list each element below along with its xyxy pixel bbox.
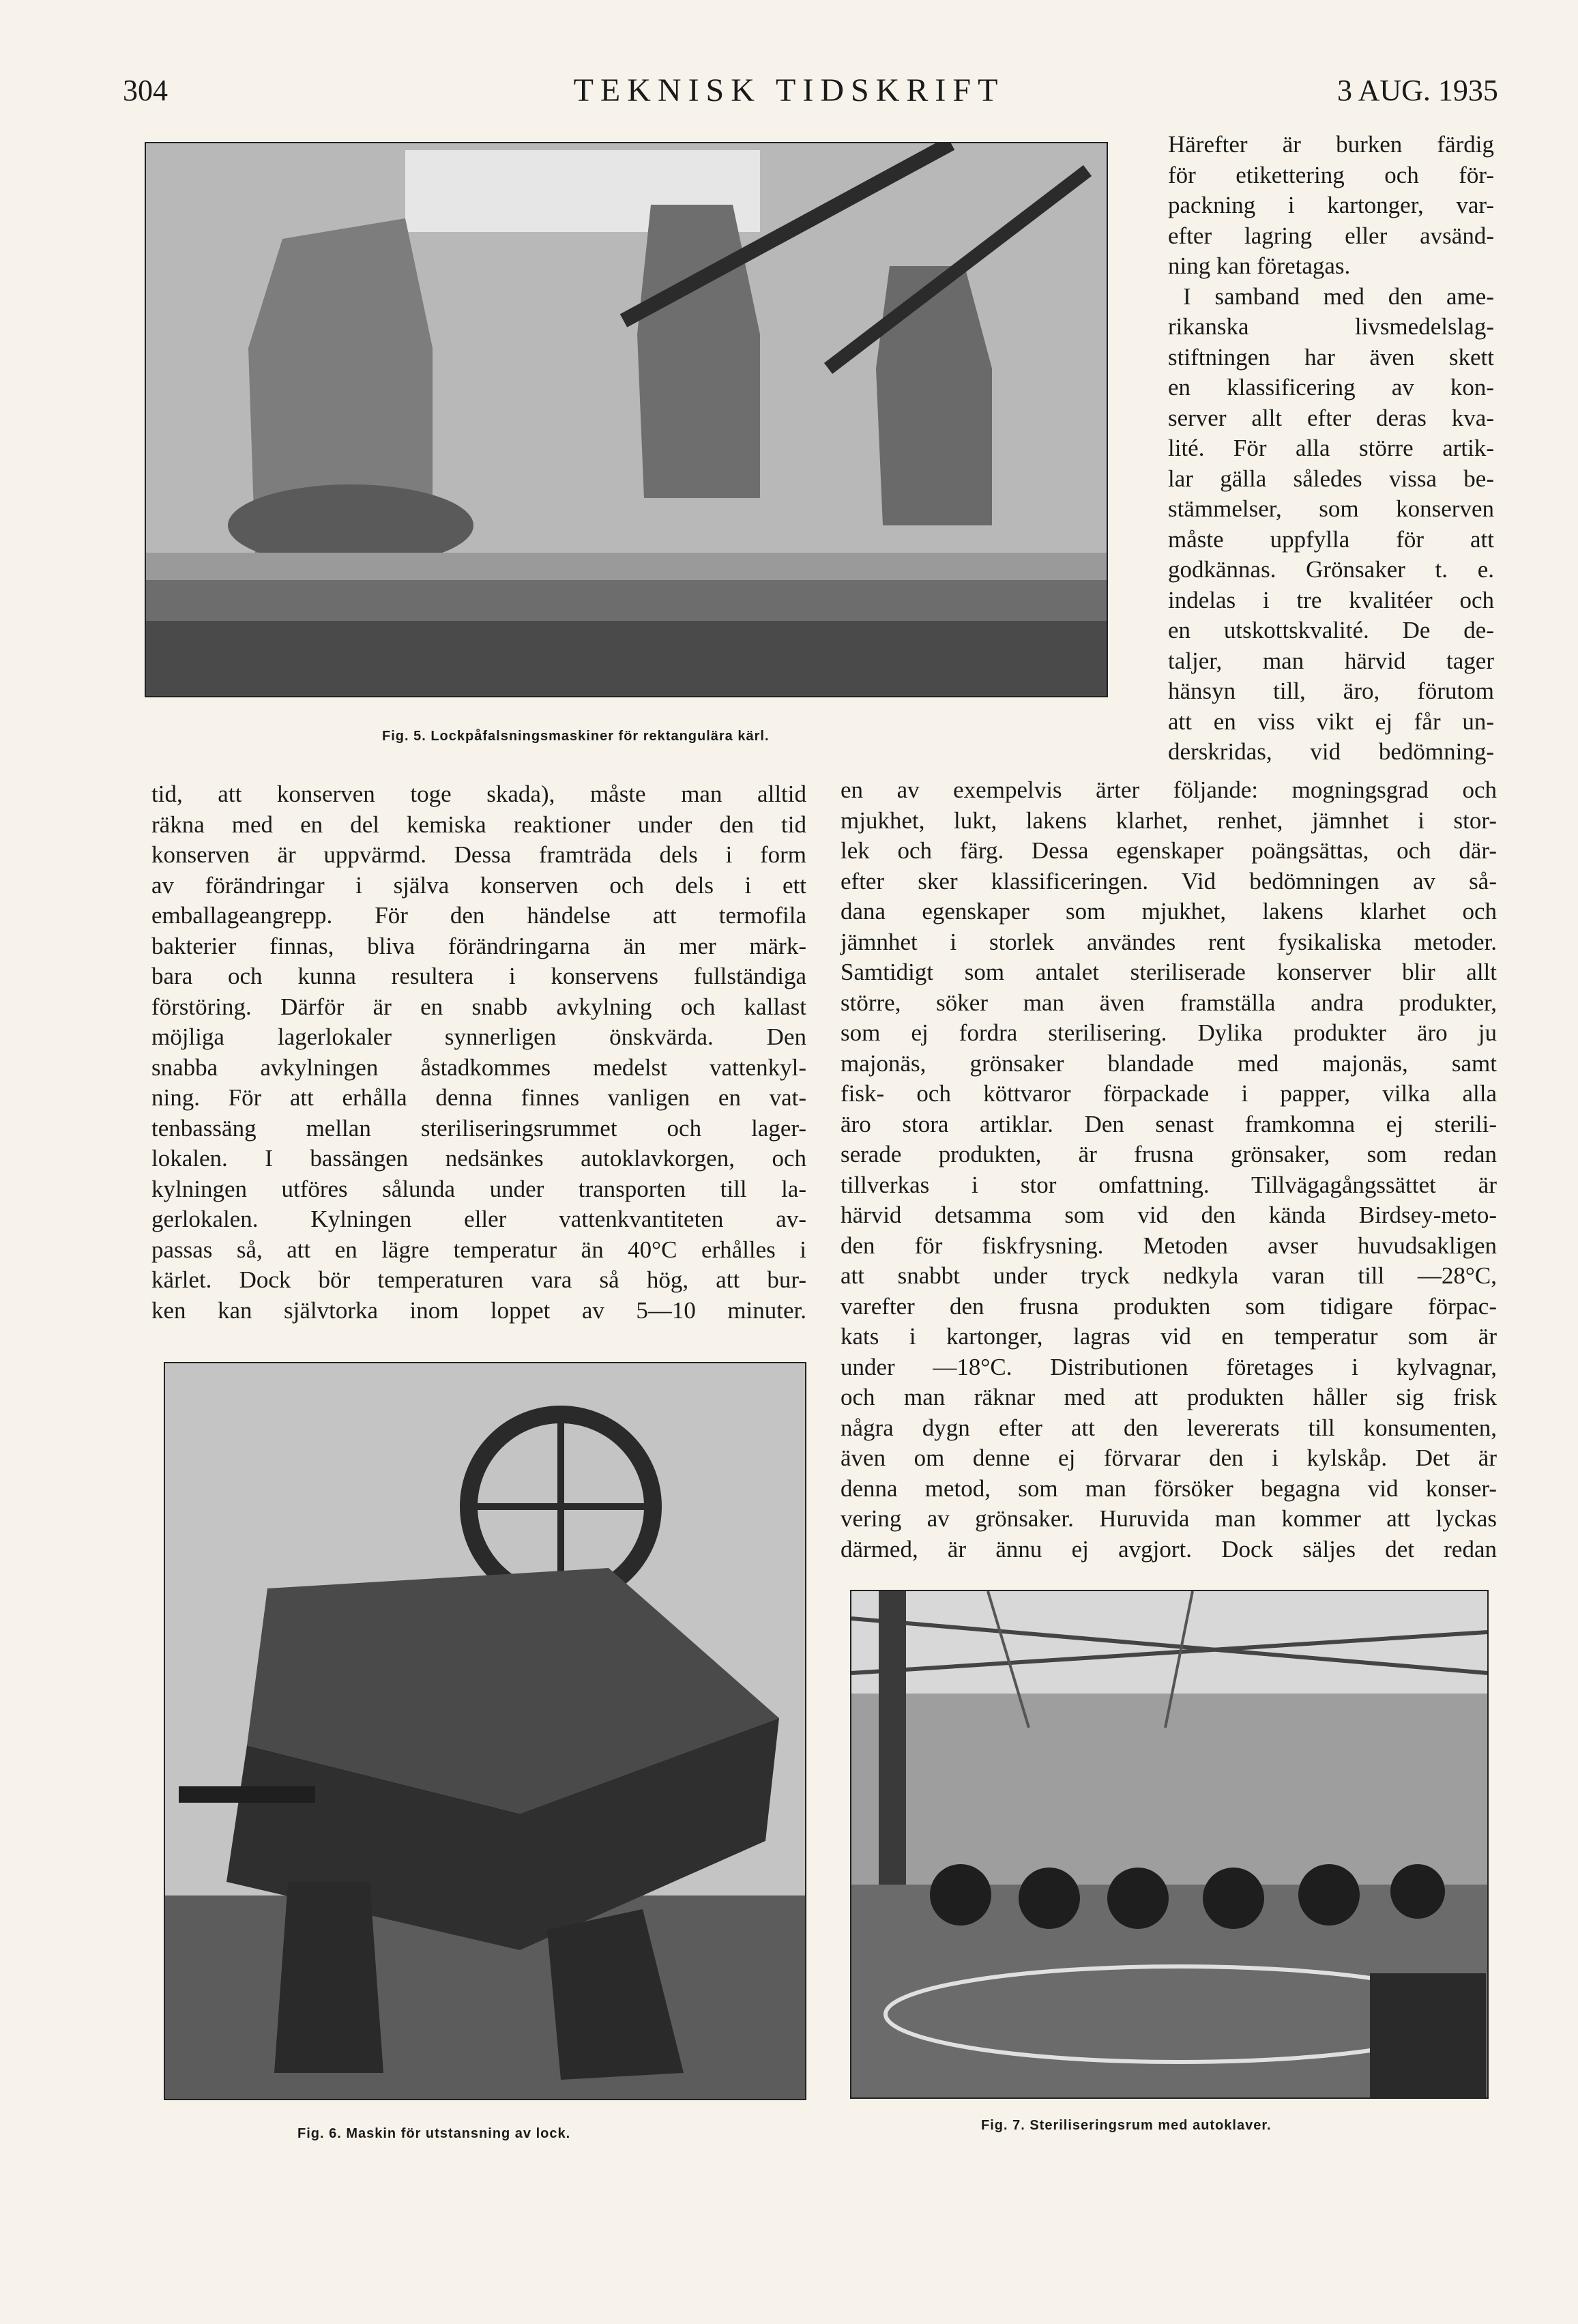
text-line: majonäs, grönsaker blandade med majonäs, samt [841, 1049, 1497, 1077]
text-line: packning i kartonger, var- [1168, 192, 1494, 218]
text-line: en klassificering av kon- [1168, 374, 1494, 401]
right-column-top [1168, 130, 1494, 768]
text-line: gerlokalen. Kylningen eller vattenkvantiteten av- [151, 1206, 806, 1232]
text-line: möjliga lagerlokaler synnerligen önskvärda. Den [151, 1023, 806, 1050]
text-line: ning kan företagas. [1168, 252, 1351, 279]
text-line: att snabbt under tryck nedkyla varan till —28°C, [841, 1262, 1497, 1289]
text-line: en utskottskvalité. De de- [1168, 617, 1494, 643]
issue-date: 3 AUG. 1935 [1337, 74, 1498, 107]
left-column-text [151, 779, 806, 1326]
text-line: Härefter är burken färdig [1168, 131, 1494, 158]
sterilization-room-image [851, 1591, 1487, 2097]
text-line: kärlet. Dock bör temperaturen vara så hög, att bur- [151, 1266, 806, 1293]
text-line: snabba avkylningen åstadkommes medelst vattenkyl- [151, 1054, 806, 1081]
text-line: indelas i tre kvalitéer och [1168, 586, 1494, 613]
text-line: lar gälla således vissa be- [1168, 465, 1494, 492]
text-line: godkännas. Grönsaker t. e. [1168, 556, 1494, 583]
text-line: rikanska livsmedelslag- [1168, 313, 1494, 340]
text-line: att en viss vikt ej får un- [1168, 708, 1494, 735]
text-line: en av exempelvis ärter följande: mogningsgrad och [841, 776, 1497, 803]
right-column-text [841, 775, 1497, 1565]
text-line: härvid detsamma som vid den kända Birdsey-meto- [841, 1202, 1497, 1228]
text-line: hänsyn till, äro, förutom [1168, 678, 1494, 704]
text-line: konserven är uppvärmd. Dessa framträda dels i form [151, 841, 806, 868]
page-number: 304 [123, 74, 168, 107]
punching-machine-image [165, 1363, 805, 2099]
text-line: kats i kartonger, lagras vid en temperatur som är [841, 1323, 1497, 1350]
text-line: kylningen utföres sålunda under transporten till la- [151, 1175, 806, 1202]
figure-7-caption: Fig. 7. Steriliseringsrum med autoklaver. [981, 2118, 1272, 2133]
text-line: tenbassäng mellan steriliseringsrummet och lager- [151, 1114, 806, 1142]
text-line: lité. För alla större artik- [1168, 435, 1494, 461]
text-line: stämmelser, som konserven [1168, 495, 1494, 522]
text-line: för etikettering och för- [1168, 161, 1494, 188]
text-line: den för fiskfrysning. Metoden avser huvudsakligen [841, 1232, 1497, 1259]
journal-title: TEKNISK TIDSKRIFT [573, 72, 1005, 108]
text-line: tillverkas i stor omfattning. Tillvägagångssättet är [841, 1171, 1497, 1198]
text-line: derskridas, vid bedömning- [1168, 738, 1494, 765]
text-line: större, söker man även framställa andra produkter, [841, 989, 1497, 1016]
text-line: varefter den frusna produkten som tidigare förpac- [841, 1292, 1497, 1320]
text-line: fisk- och köttvaror förpackade i papper, vilka alla [841, 1080, 1497, 1107]
text-line: Samtidigt som antalet steriliserade konserver blir allt [841, 959, 1497, 985]
text-line: mjukhet, lukt, lakens klarhet, renhet, jämnhet i stor- [841, 807, 1497, 834]
figure-5-caption: Fig. 5. Lockpåfalsningsmaskiner för rektangulära kärl. [382, 729, 770, 744]
text-line: några dygn efter att den levererats till konsumenten, [841, 1414, 1497, 1441]
text-line: ning. För att erhålla denna finnes vanligen en vat- [151, 1084, 806, 1111]
text-line: vering av grönsaker. Huruvida man kommer att lyckas [841, 1505, 1497, 1532]
text-line: I samband med den ame- [1183, 282, 1494, 310]
text-line: förstöring. Därför är en snabb avkylning och kallast [151, 993, 806, 1020]
text-line: bara och kunna resultera i konservens fullständiga [151, 963, 806, 989]
text-line: bakterier finnas, bliva förändringarna än mer märk- [151, 932, 806, 959]
text-line: måste uppfylla för att [1168, 525, 1494, 553]
text-line: tid, att konserven toge skada), måste man alltid [151, 781, 806, 807]
figure-6-caption: Fig. 6. Maskin för utstansning av lock. [297, 2126, 571, 2141]
text-line: efter sker klassificeringen. Vid bedömningen av så- [841, 867, 1497, 895]
text-line: därmed, är ännu ej avgjort. Dock säljes det redan [841, 1535, 1497, 1563]
text-line: denna metod, som man försöker begagna vid konser- [841, 1475, 1497, 1502]
text-line: och man räknar med att produkten håller sig frisk [841, 1384, 1497, 1410]
text-line: lokalen. I bassängen nedsänkes autoklavkorgen, och [151, 1145, 806, 1172]
text-line: server allt efter deras kva- [1168, 404, 1494, 431]
text-line: även om denne ej förvarar den i kylskåp. Det är [841, 1444, 1497, 1471]
text-line: jämnhet i storlek användes rent fysikaliska metoder. [841, 928, 1497, 955]
figure-7-photo [850, 1590, 1489, 2099]
text-line: räkna med en del kemiska reaktioner under den tid [151, 811, 806, 838]
text-line: taljer, man härvid tager [1168, 647, 1494, 674]
figure-5-photo [145, 142, 1108, 697]
text-line: under —18°C. Distributionen företages i kylvagnar, [841, 1353, 1497, 1380]
text-line: lek och färg. Dessa egenskaper poängsättas, och där- [841, 837, 1497, 864]
figure-6-photo [164, 1362, 806, 2100]
text-line: ken kan självtorka inom loppet av 5—10 minuter. [151, 1296, 806, 1324]
text-line: stiftningen har även skett [1168, 343, 1494, 371]
text-line: äro stora artiklar. Den senast framkomna ej sterili- [841, 1110, 1497, 1137]
text-line: som ej fordra sterilisering. Dylika produkter äro ju [841, 1019, 1497, 1046]
text-line: av förändringar i själva konserven och dels i ett [151, 871, 806, 899]
text-line: serade produkten, är frusna grönsaker, som redan [841, 1141, 1497, 1167]
text-line: dana egenskaper som mjukhet, lakens klarhet och [841, 898, 1497, 925]
capping-machines-image [146, 143, 1107, 696]
text-line: passas så, att en lägre temperatur än 40°C erhålles i [151, 1236, 806, 1263]
text-line: efter lagring eller avsänd- [1168, 222, 1494, 249]
text-line: emballageangrepp. För den händelse att termofila [151, 902, 806, 929]
